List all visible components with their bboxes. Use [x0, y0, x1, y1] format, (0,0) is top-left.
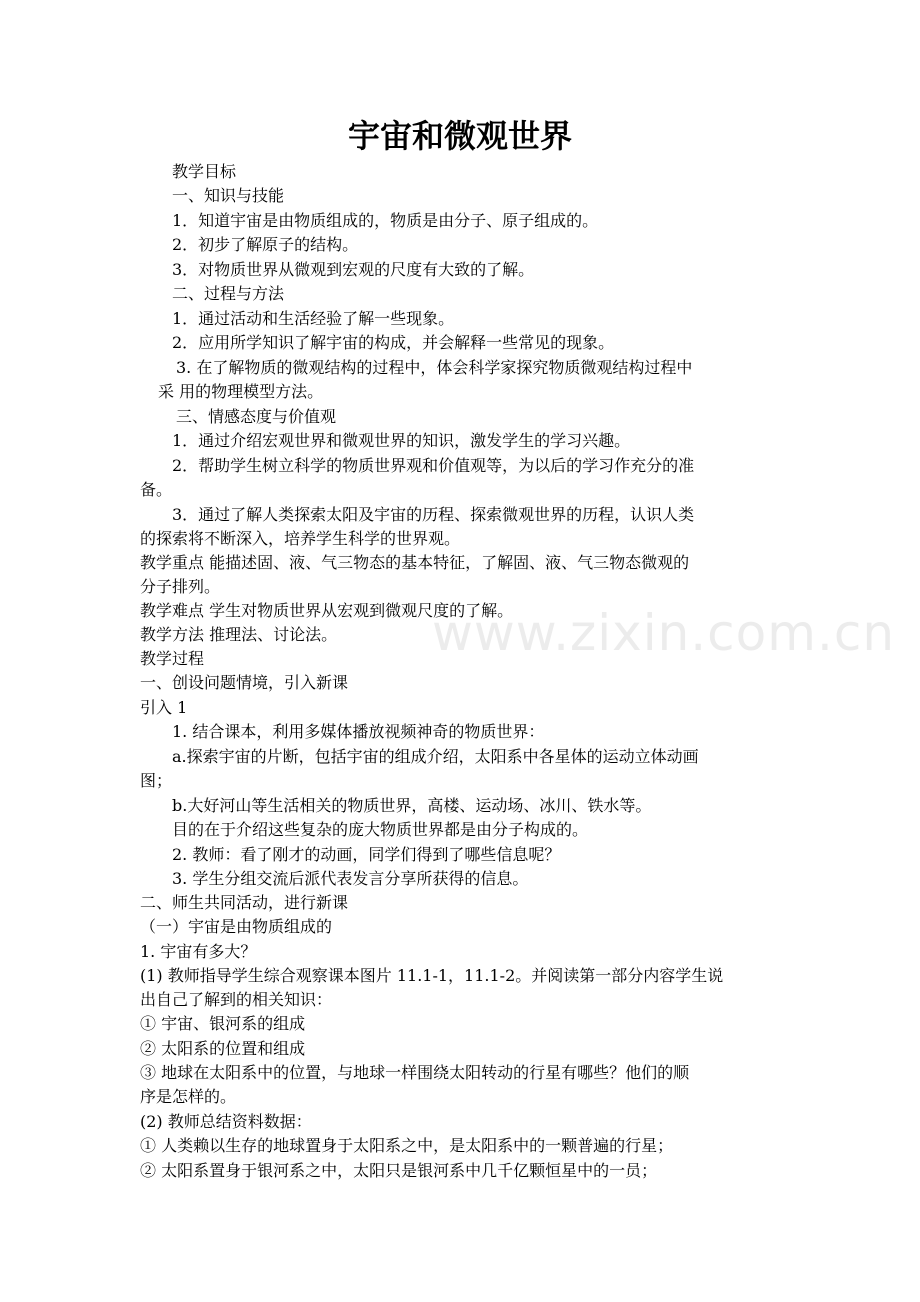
paragraph-line: (1) 教师指导学生综合观察课本图片 11.1-1，11.1-2。并阅读第一部分内容学生说 [140, 966, 724, 985]
paragraph-line: ② 太阳系的位置和组成 [140, 1039, 306, 1058]
section-heading: 二、师生共同活动，进行新课 [140, 893, 349, 912]
section-heading: 教学过程 [140, 649, 205, 668]
paragraph-line: 1．通过介绍宏观世界和微观世界的知识，激发学生的学习兴趣。 [172, 431, 631, 450]
section-heading: （一）宇宙是由物质组成的 [140, 917, 333, 936]
section-heading: 一、知识与技能 [172, 186, 285, 205]
section-heading: 三、情感态度与价值观 [176, 407, 337, 426]
paragraph-line: 2．帮助学生树立科学的物质世界观和价值观等，为以后的学习作充分的准 [172, 456, 695, 475]
document-title: 宇宙和微观世界 [347, 117, 572, 155]
section-heading: 教学目标 [172, 162, 237, 181]
paragraph-line: ① 宇宙、银河系的组成 [140, 1014, 306, 1033]
paragraph-line: 引入 1 [140, 698, 188, 717]
watermark: www.zixin.com.cn [432, 604, 896, 662]
paragraph-line: 采 用的物理模型方法。 [158, 382, 324, 401]
section-heading: 一、创设问题情境，引入新课 [140, 673, 349, 692]
section-heading: 二、过程与方法 [172, 284, 285, 303]
paragraph-line: 备。 [140, 480, 173, 499]
paragraph-line: 1．知道宇宙是由物质组成的，物质是由分子、原子组成的。 [172, 211, 599, 230]
paragraph-line: 的探索将不断深入，培养学生科学的世界观。 [140, 529, 461, 548]
paragraph-line: 1. 宇宙有多大？ [140, 942, 257, 961]
paragraph-line: 出自己了解到的相关知识： [140, 990, 333, 1009]
paragraph-line: a.探索宇宙的片断，包括宇宙的组成介绍，太阳系中各星体的运动立体动画 [172, 747, 699, 766]
paragraph-line: 教学方法 推理法、讨论法。 [140, 625, 338, 644]
paragraph-line: 2．应用所学知识了解宇宙的构成，并会解释一些常见的现象。 [172, 333, 615, 352]
paragraph-line: 图； [140, 771, 173, 790]
paragraph-line: 序是怎样的。 [140, 1087, 237, 1106]
paragraph-line: ② 太阳系置身于银河系之中，太阳只是银河系中几千亿颗恒星中的一员； [140, 1161, 658, 1180]
paragraph-line: 3. 学生分组交流后派代表发言分享所获得的信息。 [172, 869, 529, 888]
paragraph-line: 分子排列。 [140, 577, 221, 596]
paragraph-line: b.大好河山等生活相关的物质世界，高楼、运动场、冰川、铁水等。 [172, 796, 652, 815]
paragraph-line: 2. 教师：看了刚才的动画，同学们得到了哪些信息呢？ [172, 845, 561, 864]
paragraph-line: 教学难点 学生对物质世界从宏观到微观尺度的了解。 [140, 601, 514, 620]
paragraph-line: 3．通过了解人类探索太阳及宇宙的历程、探索微观世界的历程，认识人类 [172, 505, 695, 524]
paragraph-line: ① 人类赖以生存的地球置身于太阳系之中，是太阳系中的一颗普遍的行星； [140, 1136, 674, 1155]
paragraph-line: 3. 在了解物质的微观结构的过程中，体会科学家探究物质微观结构过程中 [176, 358, 693, 377]
paragraph-line: 目的在于介绍这些复杂的庞大物质世界都是由分子构成的。 [172, 820, 589, 839]
paragraph-line: 1. 结合课本，利用多媒体播放视频神奇的物质世界： [172, 722, 545, 741]
paragraph-line: (2) 教师总结资料数据： [140, 1112, 312, 1131]
paragraph-line: 2．初步了解原子的结构。 [172, 235, 359, 254]
paragraph-line: 1．通过活动和生活经验了解一些现象。 [172, 309, 455, 328]
paragraph-line: 教学重点 能描述固、液、气三物态的基本特征，了解固、液、气三物态微观的 [140, 553, 690, 572]
paragraph-line: ③ 地球在太阳系中的位置，与地球一样围绕太阳转动的行星有哪些？他们的顺 [140, 1063, 690, 1082]
paragraph-line: 3．对物质世界从微观到宏观的尺度有大致的了解。 [172, 260, 535, 279]
